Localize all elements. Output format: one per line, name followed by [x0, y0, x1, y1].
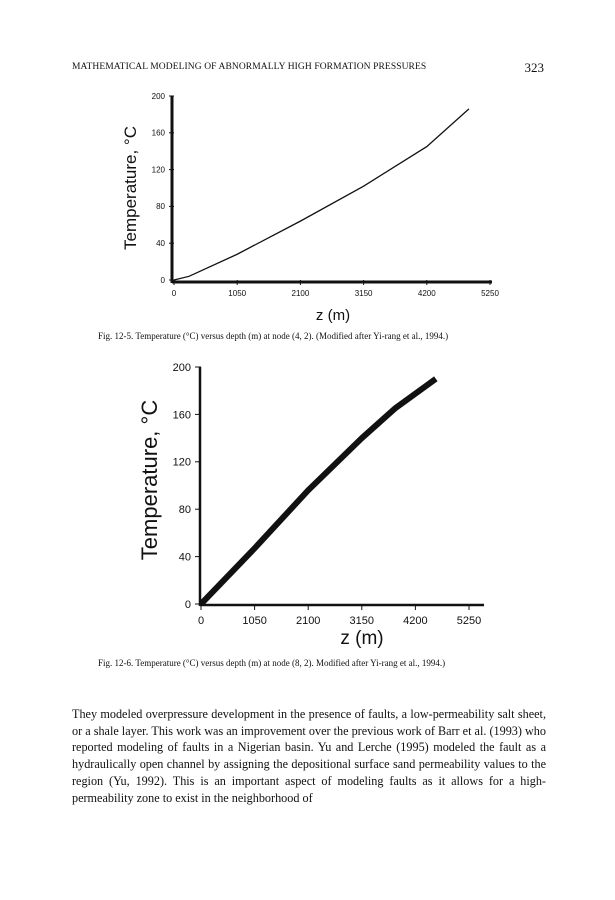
y-tick-label: 80: [178, 504, 191, 517]
x-tick-label: 4200: [417, 289, 436, 298]
x-tick-label: 1050: [228, 289, 247, 298]
x-tick-label: 2100: [295, 615, 321, 627]
temperature-series-line: [174, 109, 469, 280]
x-tick-label: 5250: [481, 289, 499, 298]
x-tick-label: 0: [197, 615, 205, 627]
y-tick-label: 0: [184, 598, 191, 611]
x-axis-title: z (m): [340, 628, 384, 649]
y-axis-title: Temperature, °C: [137, 399, 162, 561]
y-tick-label: 80: [156, 202, 165, 212]
x-tick-label: 4200: [403, 615, 428, 627]
x-axis-title: z (m): [315, 307, 351, 324]
figure-12-5-chart: [0, 0, 615, 340]
x-tick-label: 5250: [456, 615, 482, 627]
figure-12-6-chart: [0, 350, 615, 660]
x-tick-label: 1050: [242, 615, 267, 627]
y-tick-label: 40: [156, 239, 165, 248]
x-tick-label: 3150: [354, 289, 373, 298]
body-paragraph: They modeled overpressure development in the presence of faults, a low-permeability salt sheet, or a shale layer. This work was an improvement over the previous work of Barr et al. (1993) who reported modeling of faults in a Nigerian basin. Yu and Lerche (1995) modeled the fault as a hydraulically open channel by assigning the depositional surface sand permeability values to the region (Yu, 1992). This is an important aspect of modeling faults as it allows for a high-permeability zone to exist in the neighborhood of: [72, 707, 546, 805]
page-number: 323: [524, 60, 544, 75]
y-tick-label: 160: [172, 409, 191, 422]
x-tick-label: 0: [171, 289, 177, 298]
y-tick-label: 200: [151, 91, 165, 101]
y-axis-title: Temperature, °C: [121, 126, 140, 250]
temperature-series-line: [201, 379, 436, 604]
y-tick-label: 200: [172, 361, 191, 374]
figure-12-5-caption: Fig. 12-5. Temperature (°C) versus depth (m) at node (4, 2). (Modified after Yi-rang et al., 1994.): [98, 331, 449, 341]
figure-12-6-caption: Fig. 12-6. Temperature (°C) versus depth (m) at node (8, 2). Modified after Yi-rang et al., 1994.): [98, 658, 446, 668]
y-tick-label: 40: [178, 551, 191, 564]
y-tick-label: 120: [172, 456, 191, 469]
x-tick-label: 3150: [349, 615, 375, 627]
running-title: MATHEMATICAL MODELING OF ABNORMALLY HIGH FORMATION PRESSURES: [72, 62, 427, 72]
x-tick-label: 2100: [291, 289, 310, 298]
y-tick-label: 160: [151, 128, 165, 138]
y-tick-label: 0: [160, 275, 165, 285]
y-tick-label: 120: [151, 165, 165, 175]
